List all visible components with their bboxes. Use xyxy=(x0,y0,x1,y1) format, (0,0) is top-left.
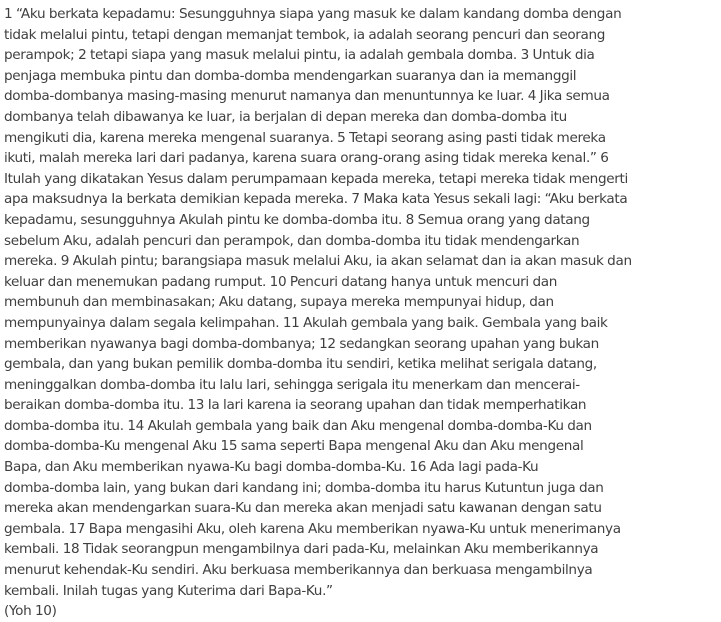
passage-line: mengikuti dia, karena mereka mengenal suaranya. 5 Tetapi seorang asing pasti tidak mereka xyxy=(4,129,606,146)
passage-line: gembala, dan yang bukan pemilik domba-domba itu sendiri, ketika melihat serigala datang, xyxy=(4,356,597,373)
passage-line: 1 “Aku berkata kepadamu: Sesungguhnya siapa yang masuk ke dalam kandang domba dengan xyxy=(4,6,622,22)
passage-line: domba-domba-Ku mengenal Aku 15 sama seperti Bapa mengenal Aku dan Aku mengenal xyxy=(4,438,584,455)
passage-line: ikuti, malah mereka lari dari padanya, karena suara orang-orang asing tidak mereka kenal.” 6 xyxy=(4,150,609,167)
passage-line: mereka. 9 Akulah pintu; barangsiapa masuk melalui Aku, ia akan selamat dan ia akan masuk dan xyxy=(4,253,632,270)
passage-line: penjaga membuka pintu dan domba-domba mendengarkan suaranya dan ia memanggil xyxy=(4,67,577,84)
passage-line: keluar dan menemukan padang rumput. 10 Pencuri datang hanya untuk mencuri dan xyxy=(4,273,557,290)
passage-line: kembali. 18 Tidak seorangpun mengambilnya dari pada-Ku, melainkan Aku memberikannya xyxy=(4,541,599,558)
passage-line: domba-domba lain, yang bukan dari kandang ini; domba-domba itu harus Kutuntun juga dan xyxy=(4,479,604,496)
passage-reference: (Yoh 10) xyxy=(4,603,57,620)
passage-line: Itulah yang dikatakan Yesus dalam perumpamaan kepada mereka, tetapi mereka tidak mengerti xyxy=(4,170,628,187)
passage-line: gembala. 17 Bapa mengasihi Aku, oleh karena Aku memberikan nyawa-Ku untuk menerimanya xyxy=(4,520,621,537)
passage-line: kepadamu, sesungguhnya Akulah pintu ke domba-domba itu. 8 Semua orang yang datang xyxy=(4,211,590,228)
passage-line: mereka akan mendengarkan suara-Ku dan mereka akan menjadi satu kawanan dengan satu xyxy=(4,500,602,517)
passage-line: menurut kehendak-Ku sendiri. Aku berkuasa memberikannya dan berkuasa mengambilnya xyxy=(4,562,593,579)
passage-line: Bapa, dan Aku memberikan nyawa-Ku bagi domba-domba-Ku. 16 Ada lagi pada-Ku xyxy=(4,459,539,476)
passage-line: sebelum Aku, adalah pencuri dan perampok, dan domba-domba itu tidak mendengarkan xyxy=(4,232,580,249)
passage-line: meninggalkan domba-domba itu lalu lari, sehingga serigala itu menerkam dan mencerai- xyxy=(4,376,580,393)
passage-line: domba-dombanya masing-masing menurut namanya dan menuntunnya ke luar. 4 Jika semua xyxy=(4,88,610,105)
passage-line: memberikan nyawanya bagi domba-dombanya; 12 sedangkan seorang upahan yang bukan xyxy=(4,335,599,352)
passage-line: kembali. Inilah tugas yang Kuterima dari Bapa-Ku.” xyxy=(4,582,333,599)
passage-line: beraikan domba-domba itu. 13 Ia lari karena ia seorang upahan dan tidak memperhatikan xyxy=(4,397,587,414)
passage-line: dombanya telah dibawanya ke luar, ia berjalan di depan mereka dan domba-domba itu xyxy=(4,108,567,125)
passage-line: membunuh dan membinasakan; Aku datang, supaya mereka mempunyai hidup, dan xyxy=(4,294,554,311)
passage-line: domba-domba itu. 14 Akulah gembala yang baik dan Aku mengenal domba-domba-Ku dan xyxy=(4,417,592,434)
passage-line: apa maksudnya Ia berkata demikian kepada mereka. 7 Maka kata Yesus sekali lagi: “Aku berkata xyxy=(4,191,628,208)
passage-line: tidak melalui pintu, tetapi dengan memanjat tembok, ia adalah seorang pencuri dan seorang xyxy=(4,26,606,43)
passage-line: perampok; 2 tetapi siapa yang masuk melalui pintu, ia adalah gembala domba. 3 Untuk dia xyxy=(4,47,595,64)
passage-line: mempunyainya dalam segala kelimpahan. 11 Akulah gembala yang baik. Gembala yang baik xyxy=(4,314,608,331)
